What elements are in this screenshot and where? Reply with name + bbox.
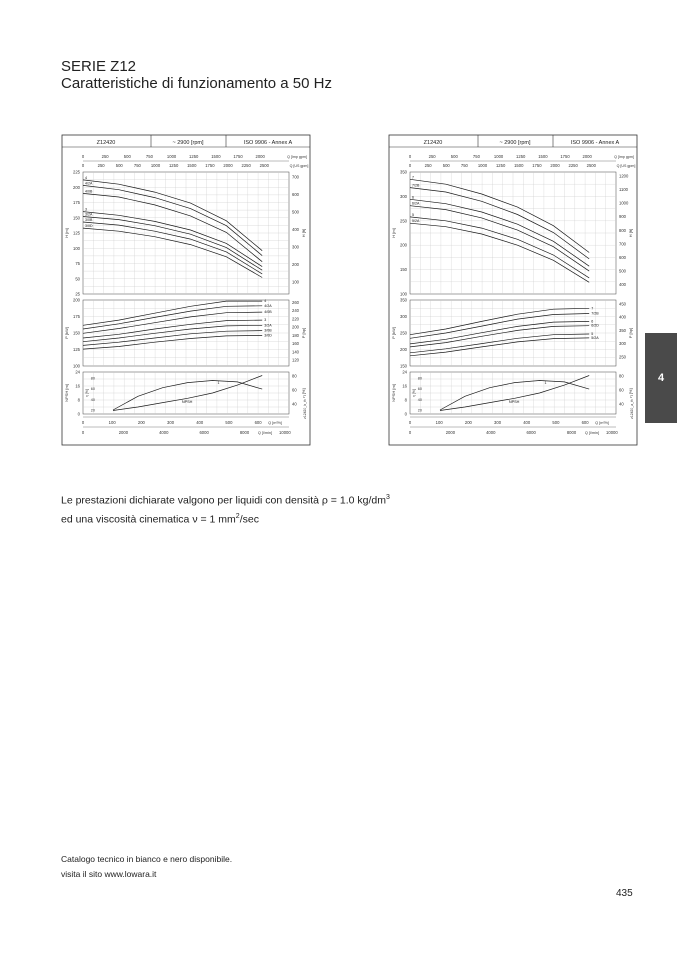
flow-tick: 1000 bbox=[150, 163, 161, 168]
top-flow-tick: 2000 bbox=[582, 154, 592, 159]
l-tick: 2000 bbox=[118, 430, 129, 435]
head-ytick: 150 bbox=[73, 215, 80, 221]
q-tick: 0 bbox=[408, 420, 412, 425]
power-curve-label: 6/2D bbox=[591, 323, 599, 328]
npsh-curve-label: NPSH bbox=[508, 400, 520, 404]
q-tick: 100 bbox=[435, 420, 443, 425]
power-ylabel: P [kW] bbox=[391, 327, 396, 339]
q-tick: 400 bbox=[523, 420, 531, 425]
head-y2tick: 200 bbox=[292, 261, 299, 267]
power-y2tick: 160 bbox=[292, 341, 299, 347]
chart-code: z12420_a_th bbox=[630, 399, 634, 419]
power-ytick: 175 bbox=[73, 314, 80, 319]
flow-tick: 2250 bbox=[568, 163, 578, 168]
top-flow-tick: 2000 bbox=[255, 154, 265, 159]
flow-tick: 1500 bbox=[187, 163, 197, 168]
l-unit: Q [l/min] bbox=[584, 431, 600, 435]
top-flow-tick: 250 bbox=[101, 154, 109, 159]
head-ytick: 25 bbox=[75, 291, 80, 297]
head-curve-label: 7/2B bbox=[412, 183, 420, 188]
power-y2tick: 120 bbox=[292, 357, 299, 363]
l-tick: 8000 bbox=[566, 430, 577, 435]
page-number: 435 bbox=[616, 888, 633, 899]
eff-tick: 80 bbox=[90, 376, 95, 381]
l-tick: 0 bbox=[408, 430, 412, 435]
l-tick: 6000 bbox=[199, 430, 209, 435]
head-y2tick: 400 bbox=[292, 227, 299, 233]
header-model: Z12420 bbox=[423, 140, 443, 146]
head-ylabel: H [m] bbox=[64, 228, 69, 238]
top-flow-unit: Q [Imp gpm] bbox=[614, 155, 634, 159]
head-curve-label: 4/0B bbox=[85, 189, 93, 194]
head-y2tick: 100 bbox=[292, 279, 299, 285]
npsh-ytick: 16 bbox=[402, 383, 407, 389]
head-y2tick: 700 bbox=[619, 241, 626, 247]
flow-tick: 2250 bbox=[241, 163, 251, 168]
l-tick: 10000 bbox=[279, 430, 291, 435]
flow-tick: 2000 bbox=[550, 163, 560, 168]
head-ytick: 125 bbox=[73, 230, 80, 236]
footer-link[interactable]: visita il sito www.lowara.it bbox=[61, 869, 157, 879]
head-curve-label: 5/2A bbox=[412, 219, 420, 224]
npsh-ytick: 8 bbox=[404, 397, 407, 403]
l-tick: 4000 bbox=[486, 430, 496, 435]
head-curve-label: 5 bbox=[412, 212, 414, 217]
head-ytick: 200 bbox=[400, 242, 407, 248]
power-curve-label: 7 bbox=[591, 306, 594, 311]
head-y2tick: 400 bbox=[619, 282, 626, 288]
header-standard: ISO 9906 - Annex A bbox=[570, 140, 620, 146]
head-ytick: 150 bbox=[400, 267, 407, 273]
head-y2label: H [ft] bbox=[301, 228, 306, 238]
head-ytick: 75 bbox=[75, 261, 80, 266]
head-y2tick: 500 bbox=[619, 268, 626, 274]
flow-tick: 2500 bbox=[586, 163, 596, 168]
head-ytick: 225 bbox=[73, 169, 80, 175]
top-flow-tick: 750 bbox=[145, 154, 153, 159]
power-y2tick: 250 bbox=[619, 354, 626, 360]
top-flow-tick: 1000 bbox=[166, 154, 177, 159]
npsh-ytick: 0 bbox=[77, 411, 80, 417]
eff-label: η [%] bbox=[412, 389, 416, 397]
head-curve-label: 4/2A bbox=[85, 181, 93, 186]
q-tick: 600 bbox=[254, 420, 262, 425]
flow-tick: 1750 bbox=[205, 163, 215, 168]
q-tick: 300 bbox=[167, 420, 175, 425]
chapter-tab-label: 4 bbox=[657, 372, 665, 384]
performance-chart-left bbox=[61, 134, 311, 446]
q-tick: 200 bbox=[464, 420, 472, 425]
flow-tick: 250 bbox=[97, 163, 105, 168]
top-flow-tick: 1250 bbox=[516, 154, 526, 159]
power-curve-label: 4/2A bbox=[264, 303, 272, 308]
top-flow-tick: 0 bbox=[408, 154, 412, 159]
head-curve-label: 6 bbox=[412, 195, 414, 200]
head-y2tick: 600 bbox=[619, 254, 626, 260]
chart-code: z12420_b_th bbox=[303, 399, 307, 419]
efficiency-curve-label: 1 bbox=[217, 381, 220, 385]
power-y2tick: 450 bbox=[619, 301, 626, 307]
chapter-tab[interactable] bbox=[645, 333, 677, 423]
top-flow-tick: 1750 bbox=[560, 154, 570, 159]
npsh-y2tick: 60 bbox=[619, 387, 624, 393]
power-ylabel: P [kW] bbox=[64, 327, 69, 339]
npsh-y2tick: 60 bbox=[292, 387, 297, 393]
l-unit: Q [l/min] bbox=[257, 431, 273, 435]
power-curve-label: 5 bbox=[591, 331, 594, 336]
header-speed: ~ 2900 [rpm] bbox=[172, 140, 204, 146]
q-tick: 200 bbox=[137, 420, 145, 425]
q-tick: 300 bbox=[494, 420, 502, 425]
power-ytick: 150 bbox=[73, 330, 80, 336]
efficiency-curve-label: 1 bbox=[544, 381, 547, 385]
flow-unit: Q [US gpm] bbox=[616, 164, 636, 168]
footer-line1: Catalogo tecnico in bianco e nero disponibile. bbox=[61, 854, 233, 864]
flow-tick: 250 bbox=[424, 163, 432, 168]
flow-tick: 1250 bbox=[168, 163, 179, 168]
npsh-ylabel: NPSH [m] bbox=[391, 384, 396, 402]
power-ytick: 250 bbox=[400, 330, 407, 336]
note-line2-text: ed una viscosità cinematica ν = 1 mm bbox=[61, 513, 236, 525]
top-flow-tick: 1250 bbox=[189, 154, 199, 159]
power-y2tick: 240 bbox=[292, 308, 299, 314]
flow-tick: 1000 bbox=[477, 163, 488, 168]
header-standard: ISO 9906 - Annex A bbox=[243, 140, 293, 146]
flow-tick: 1500 bbox=[514, 163, 524, 168]
eff-tick: 20 bbox=[417, 408, 422, 413]
top-flow-tick: 0 bbox=[81, 154, 85, 159]
power-curve-label: 4 bbox=[264, 299, 267, 304]
head-y2tick: 1200 bbox=[619, 173, 629, 179]
power-curve-label: 5/2A bbox=[591, 335, 599, 340]
eff-tick: 80 bbox=[417, 376, 422, 381]
flow-tick: 0 bbox=[81, 163, 85, 168]
head-curve-label: 4 bbox=[85, 175, 87, 180]
head-curve-label: 3 bbox=[85, 207, 87, 212]
head-ytick: 300 bbox=[400, 193, 407, 199]
flow-tick: 1750 bbox=[532, 163, 542, 168]
npsh-ytick: 24 bbox=[402, 369, 407, 375]
q-tick: 500 bbox=[552, 420, 560, 425]
series-title: SERIE Z12 bbox=[61, 58, 137, 75]
top-flow-tick: 500 bbox=[450, 154, 458, 159]
power-curve-label: 3/0B bbox=[264, 328, 272, 333]
head-curve-label: 7 bbox=[412, 175, 414, 180]
eff-tick: 60 bbox=[90, 387, 95, 392]
page-title-block bbox=[61, 58, 332, 92]
q-tick: 600 bbox=[581, 420, 589, 425]
head-y2tick: 800 bbox=[619, 227, 626, 233]
flow-tick: 750 bbox=[133, 163, 141, 168]
npsh-ytick: 16 bbox=[75, 383, 80, 389]
head-curve-label: 3/0B bbox=[85, 218, 93, 223]
power-y2tick: 260 bbox=[292, 299, 299, 305]
top-flow-tick: 1500 bbox=[538, 154, 548, 159]
head-y2tick: 1000 bbox=[619, 200, 629, 206]
header-speed: ~ 2900 [rpm] bbox=[499, 140, 531, 146]
head-y2tick: 1100 bbox=[619, 187, 629, 193]
power-curve-label: 6 bbox=[591, 319, 594, 324]
flow-tick: 750 bbox=[460, 163, 468, 168]
top-flow-tick: 750 bbox=[472, 154, 480, 159]
npsh-curve-label: NPSH bbox=[181, 400, 193, 404]
head-y2label: H [ft] bbox=[628, 228, 633, 238]
power-curve-label: 3/0D bbox=[264, 333, 272, 338]
npsh-y2label: η [%] bbox=[301, 388, 306, 398]
power-y2tick: 220 bbox=[292, 316, 299, 322]
l-tick: 0 bbox=[81, 430, 85, 435]
head-y2tick: 700 bbox=[292, 174, 299, 180]
power-y2label: P [hp] bbox=[301, 327, 306, 339]
head-ytick: 50 bbox=[75, 276, 80, 282]
npsh-y2tick: 80 bbox=[292, 373, 297, 379]
power-curve-label: 3/2A bbox=[264, 323, 272, 328]
power-curve-label: 3 bbox=[264, 318, 267, 323]
power-y2tick: 350 bbox=[619, 327, 626, 333]
npsh-y2tick: 40 bbox=[292, 401, 297, 407]
performance-chart-right bbox=[388, 134, 638, 446]
flow-tick: 2000 bbox=[223, 163, 233, 168]
power-y2tick: 300 bbox=[619, 341, 626, 347]
top-flow-tick: 1500 bbox=[211, 154, 221, 159]
flow-tick: 500 bbox=[442, 163, 450, 168]
head-y2tick: 500 bbox=[292, 209, 299, 215]
q-unit: Q [m³/h] bbox=[595, 421, 609, 425]
power-ytick: 150 bbox=[400, 363, 407, 369]
density-note-line2 bbox=[61, 509, 390, 528]
head-ytick: 250 bbox=[400, 218, 407, 224]
l-tick: 2000 bbox=[445, 430, 456, 435]
power-ytick: 350 bbox=[400, 297, 407, 303]
flow-tick: 1250 bbox=[495, 163, 506, 168]
head-ytick: 175 bbox=[73, 200, 80, 205]
head-y2tick: 600 bbox=[292, 192, 299, 198]
eff-tick: 20 bbox=[90, 408, 95, 413]
eff-tick: 60 bbox=[417, 387, 422, 392]
note-line2-sup: 2 bbox=[235, 512, 240, 520]
q-unit: Q [m³/h] bbox=[268, 421, 282, 425]
l-tick: 4000 bbox=[159, 430, 169, 435]
q-tick: 0 bbox=[81, 420, 85, 425]
density-note-line1 bbox=[61, 490, 390, 509]
head-curve-label: 3/2A bbox=[85, 212, 93, 217]
note-line1-text: Le prestazioni dichiarate valgono per liquidi con densità ρ = 1.0 kg/dm bbox=[61, 494, 386, 507]
power-y2tick: 200 bbox=[292, 324, 299, 330]
npsh-ytick: 0 bbox=[404, 411, 407, 417]
head-y2tick: 900 bbox=[619, 214, 626, 220]
power-ytick: 300 bbox=[400, 314, 407, 319]
top-flow-unit: Q [Imp gpm] bbox=[287, 155, 307, 159]
flow-tick: 2500 bbox=[259, 163, 269, 168]
power-ytick: 100 bbox=[73, 363, 80, 369]
head-y2tick: 300 bbox=[292, 244, 299, 250]
head-ytick: 350 bbox=[400, 169, 407, 175]
power-y2tick: 140 bbox=[292, 349, 299, 355]
top-flow-tick: 1000 bbox=[493, 154, 504, 159]
power-ytick: 125 bbox=[73, 347, 80, 352]
eff-tick: 40 bbox=[90, 397, 95, 402]
head-ytick: 100 bbox=[400, 291, 407, 297]
eff-label: η [%] bbox=[85, 389, 89, 397]
top-flow-tick: 500 bbox=[123, 154, 131, 159]
top-flow-tick: 1750 bbox=[233, 154, 243, 159]
q-tick: 500 bbox=[225, 420, 233, 425]
eff-tick: 40 bbox=[417, 397, 422, 402]
npsh-ytick: 24 bbox=[75, 369, 80, 375]
head-curve-label: 3/0D bbox=[85, 224, 93, 229]
note-line1-sup: 3 bbox=[385, 494, 390, 501]
power-curve-label: 4/0B bbox=[264, 310, 272, 315]
npsh-y2tick: 80 bbox=[619, 373, 624, 379]
l-tick: 8000 bbox=[239, 430, 250, 435]
npsh-ytick: 8 bbox=[77, 397, 80, 403]
flow-tick: 0 bbox=[408, 163, 412, 168]
power-y2label: P [hp] bbox=[628, 327, 633, 339]
top-flow-tick: 250 bbox=[428, 154, 436, 159]
head-ytick: 100 bbox=[73, 245, 80, 251]
npsh-y2tick: 40 bbox=[619, 401, 624, 407]
flow-unit: Q [US gpm] bbox=[289, 164, 309, 168]
npsh-y2label: η [%] bbox=[628, 388, 633, 398]
header-model: Z12420 bbox=[96, 140, 116, 146]
q-tick: 400 bbox=[196, 420, 204, 425]
npsh-ylabel: NPSH [m] bbox=[64, 384, 69, 402]
flow-tick: 500 bbox=[115, 163, 123, 168]
l-tick: 6000 bbox=[526, 430, 536, 435]
power-ytick: 200 bbox=[73, 297, 80, 303]
power-y2tick: 180 bbox=[292, 332, 299, 338]
power-curve-label: 7/2B bbox=[591, 311, 599, 316]
footer bbox=[61, 852, 232, 882]
head-ytick: 200 bbox=[73, 184, 80, 190]
power-ytick: 200 bbox=[400, 347, 407, 352]
l-tick: 10000 bbox=[606, 430, 618, 435]
q-tick: 100 bbox=[108, 420, 116, 425]
series-subtitle: Caratteristiche di funzionamento a 50 Hz bbox=[61, 75, 332, 92]
performance-chart-left-svg bbox=[61, 134, 311, 446]
power-y2tick: 400 bbox=[619, 314, 626, 320]
head-ylabel: H [m] bbox=[391, 228, 396, 238]
density-note bbox=[61, 490, 390, 527]
head-curve-label: 6/2A bbox=[412, 201, 420, 206]
performance-chart-right-svg bbox=[388, 134, 638, 446]
note-line2-suffix: /sec bbox=[239, 513, 259, 525]
